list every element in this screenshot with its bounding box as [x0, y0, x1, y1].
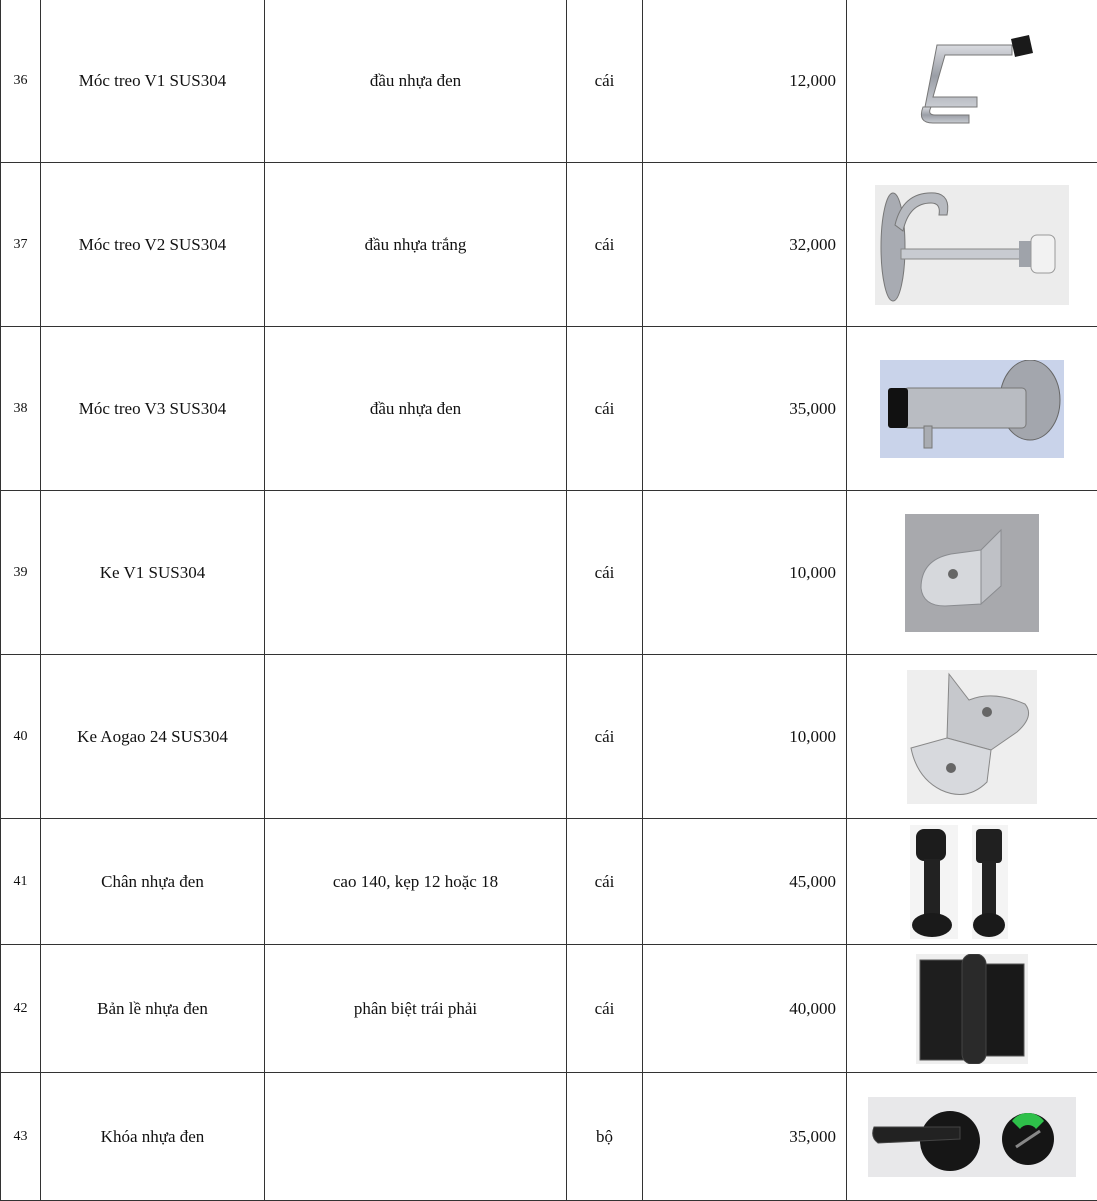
black-plastic-hinge-image: [916, 954, 1028, 1064]
product-image-cell: [847, 945, 1097, 1073]
product-name: Ke V1 SUS304: [41, 491, 265, 655]
product-unit: cái: [567, 819, 643, 945]
product-unit: cái: [567, 655, 643, 819]
product-description: đầu nhựa đen: [265, 0, 567, 163]
product-image-cell: [847, 655, 1097, 819]
product-unit: cái: [567, 163, 643, 327]
product-price: 32,000: [643, 163, 847, 327]
row-number: 38: [1, 327, 41, 491]
product-description: [265, 491, 567, 655]
product-description: cao 140, kẹp 12 hoặc 18: [265, 819, 567, 945]
row-number: 37: [1, 163, 41, 327]
table-row: [1, 491, 1097, 655]
product-unit: cái: [567, 327, 643, 491]
product-description: [265, 655, 567, 819]
product-image-cell: [847, 819, 1097, 945]
product-image-cell: [847, 1073, 1097, 1201]
product-unit: cái: [567, 0, 643, 163]
product-price: 10,000: [643, 655, 847, 819]
product-image-cell: [847, 491, 1097, 655]
row-number: 39: [1, 491, 41, 655]
product-price: 45,000: [643, 819, 847, 945]
product-unit: cái: [567, 945, 643, 1073]
black-plastic-lock-image: [868, 1097, 1076, 1177]
product-description: đầu nhựa đen: [265, 327, 567, 491]
table-row: [1, 819, 1097, 945]
product-price: 40,000: [643, 945, 847, 1073]
hook-v2-image: [875, 185, 1069, 305]
product-description: [265, 1073, 567, 1201]
product-description: đầu nhựa trắng: [265, 163, 567, 327]
bracket-v1-image: [905, 514, 1039, 632]
row-number: 43: [1, 1073, 41, 1201]
table-row: [1, 163, 1097, 327]
product-unit: cái: [567, 491, 643, 655]
product-price: 10,000: [643, 491, 847, 655]
row-number: 36: [1, 0, 41, 163]
product-name: Móc treo V1 SUS304: [41, 0, 265, 163]
product-image-cell: [847, 163, 1097, 327]
product-price: 35,000: [643, 327, 847, 491]
black-plastic-leg-image: [910, 825, 1034, 939]
bracket-aogao-24-image: [907, 670, 1037, 804]
table-row: [1, 945, 1097, 1073]
row-number: 42: [1, 945, 41, 1073]
table-row: [1, 1073, 1097, 1201]
hook-v1-image: [907, 31, 1037, 131]
table-row: [1, 327, 1097, 491]
product-image-cell: [847, 0, 1097, 163]
product-name: Móc treo V2 SUS304: [41, 163, 265, 327]
product-price: 12,000: [643, 0, 847, 163]
product-price: 35,000: [643, 1073, 847, 1201]
row-number: 40: [1, 655, 41, 819]
hook-v3-image: [880, 360, 1064, 458]
row-number: 41: [1, 819, 41, 945]
table-row: [1, 655, 1097, 819]
table-row: [1, 0, 1097, 163]
product-name: Ke Aogao 24 SUS304: [41, 655, 265, 819]
product-name: Chân nhựa đen: [41, 819, 265, 945]
product-unit: bộ: [567, 1073, 643, 1201]
product-name: Bản lề nhựa đen: [41, 945, 265, 1073]
product-name: Móc treo V3 SUS304: [41, 327, 265, 491]
product-name: Khóa nhựa đen: [41, 1073, 265, 1201]
product-image-cell: [847, 327, 1097, 491]
product-description: phân biệt trái phải: [265, 945, 567, 1073]
